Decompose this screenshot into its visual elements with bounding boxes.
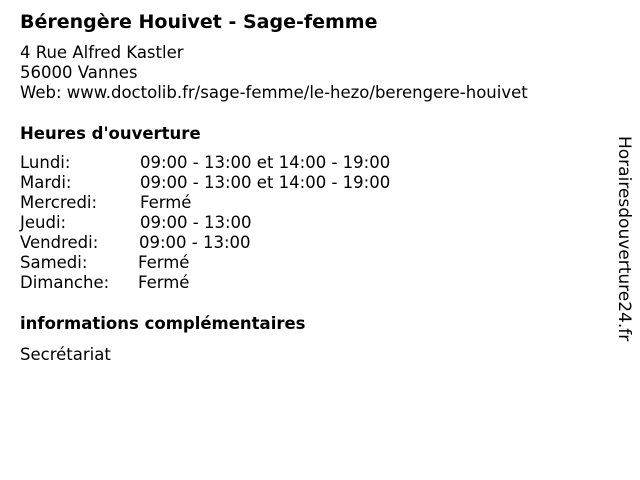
time-value: 09:00 - 13:00 (140, 213, 252, 232)
hours-row-friday (20, 233, 460, 253)
day-label: Mercredi: (20, 193, 98, 212)
page-title: Bérengère Houivet - Sage-femme (20, 11, 378, 33)
website-line[interactable]: Web: www.doctolib.fr/sage-femme/le-hezo/berengere-houivet (20, 83, 528, 102)
day-label: Jeudi: (20, 213, 67, 232)
day-label: Samedi: (20, 253, 88, 272)
additional-info-text: Secrétariat (20, 345, 111, 364)
opening-hours-list (20, 153, 460, 293)
day-label: Vendredi: (20, 233, 99, 252)
day-label: Dimanche: (20, 273, 110, 292)
time-value: Fermé (140, 193, 192, 212)
day-label: Mardi: (20, 173, 72, 192)
city-postal-code: 56000 Vannes (20, 63, 138, 82)
time-value: Fermé (138, 253, 190, 272)
time-value: Fermé (138, 273, 190, 292)
hours-row-sunday (20, 273, 460, 293)
site-watermark: Horairesdouverture24.fr (614, 136, 634, 342)
additional-info-heading: informations complémentaires (20, 314, 306, 333)
address-block (20, 43, 528, 103)
hours-row-saturday (20, 253, 460, 273)
hours-row-tuesday (20, 173, 460, 193)
street-address: 4 Rue Alfred Kastler (20, 43, 184, 62)
time-value: 09:00 - 13:00 et 14:00 - 19:00 (140, 173, 391, 192)
hours-row-thursday (20, 213, 460, 233)
hours-row-wednesday (20, 193, 460, 213)
hours-row-monday (20, 153, 460, 173)
time-value: 09:00 - 13:00 (139, 233, 251, 252)
time-value: 09:00 - 13:00 et 14:00 - 19:00 (140, 153, 391, 172)
day-label: Lundi: (20, 153, 71, 172)
opening-hours-heading: Heures d'ouverture (20, 124, 201, 143)
